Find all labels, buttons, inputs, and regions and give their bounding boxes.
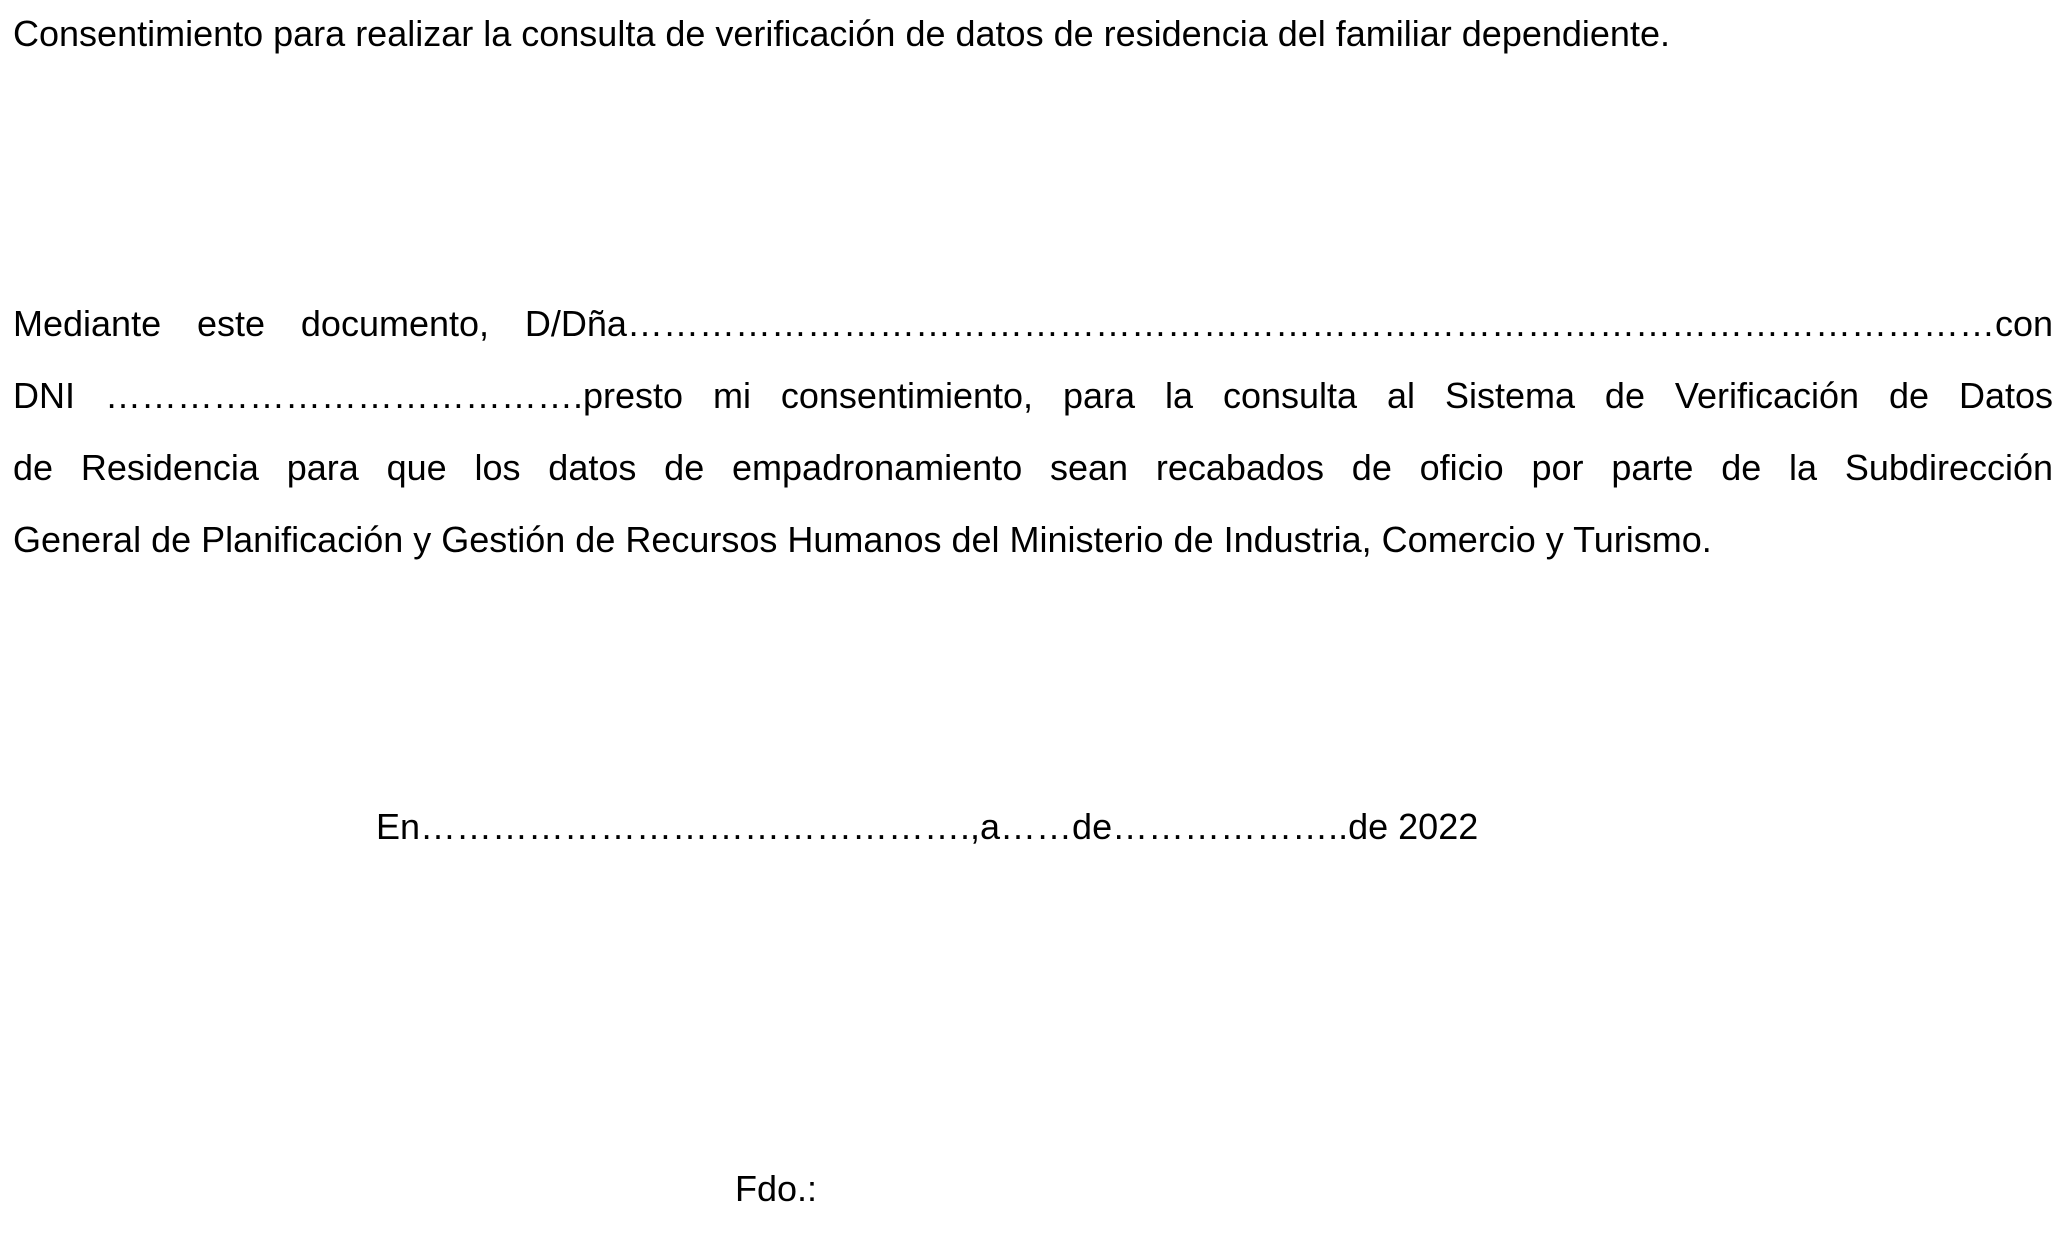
signature-label: Fdo.: (735, 1168, 818, 1209)
paragraph-line-3: de Residencia para que los datos de empadronamiento sean recabados de oficio por parte de la Subdirección (13, 447, 2053, 488)
place-date-line: En……………………………………….,a……de………………..de 2022 (376, 806, 1479, 847)
paragraph-line-1: Mediante este documento, D/Dña……………………………………………………………………………………………………con (13, 303, 2053, 344)
paragraph-line-4: General de Planificación y Gestión de Recursos Humanos del Ministerio de Industria, Comercio y Turismo. (13, 519, 1712, 560)
document-title: Consentimiento para realizar la consulta de verificación de datos de residencia del familiar dependiente. (13, 13, 1670, 54)
paragraph-line-2: DNI ………………………………….presto mi consentimiento, para la consulta al Sistema de Verificación de Datos (13, 375, 2053, 416)
